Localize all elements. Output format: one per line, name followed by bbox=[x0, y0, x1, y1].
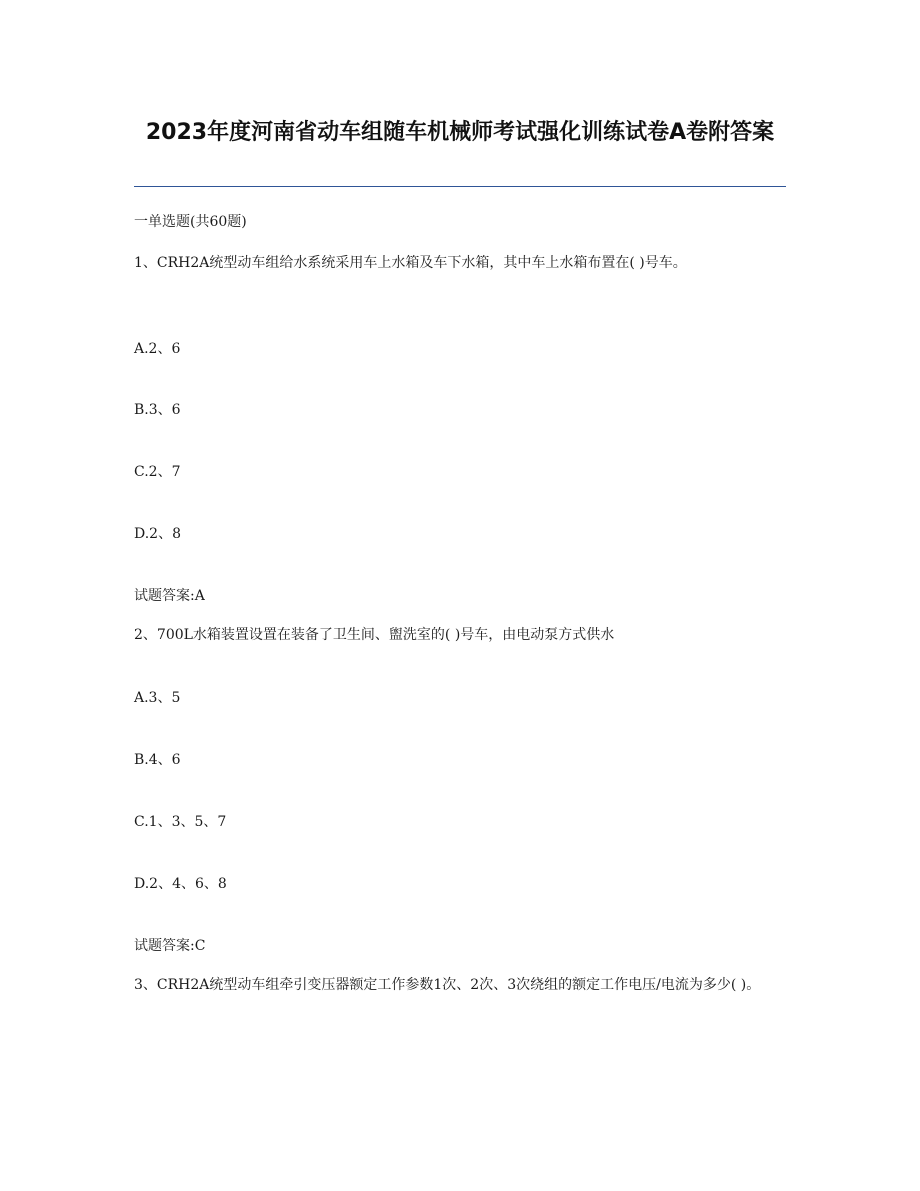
question-3-text: 3、CRH2A统型动车组牵引变压器额定工作参数1次、2次、3次绕组的额定工作电压/电流为多少( )。 bbox=[134, 977, 761, 993]
question-1-option-d: D.2、8 bbox=[134, 526, 181, 542]
question-2-option-d: D.2、4、6、8 bbox=[134, 876, 227, 892]
document-title: 2023年度河南省动车组随车机械师考试强化训练试卷A卷附答案 bbox=[145, 120, 775, 145]
question-2-answer: 试题答案:C bbox=[134, 938, 206, 954]
question-1-option-c: C.2、7 bbox=[134, 464, 181, 480]
section-heading: 一单选题(共60题) bbox=[134, 214, 247, 230]
question-1-option-b: B.3、6 bbox=[134, 402, 181, 418]
question-2-option-b: B.4、6 bbox=[134, 752, 181, 768]
question-1-answer: 试题答案:A bbox=[134, 588, 205, 604]
question-2-text: 2、700L水箱装置设置在装备了卫生间、盥洗室的( )号车，由电动泵方式供水 bbox=[134, 627, 615, 643]
title-divider bbox=[134, 186, 786, 187]
question-2-option-a: A.3、5 bbox=[134, 690, 181, 706]
question-1-option-a: A.2、6 bbox=[134, 341, 181, 357]
question-2-option-c: C.1、3、5、7 bbox=[134, 814, 227, 830]
question-1-text: 1、CRH2A统型动车组给水系统采用车上水箱及车下水箱，其中车上水箱布置在( )号车。 bbox=[134, 255, 687, 271]
